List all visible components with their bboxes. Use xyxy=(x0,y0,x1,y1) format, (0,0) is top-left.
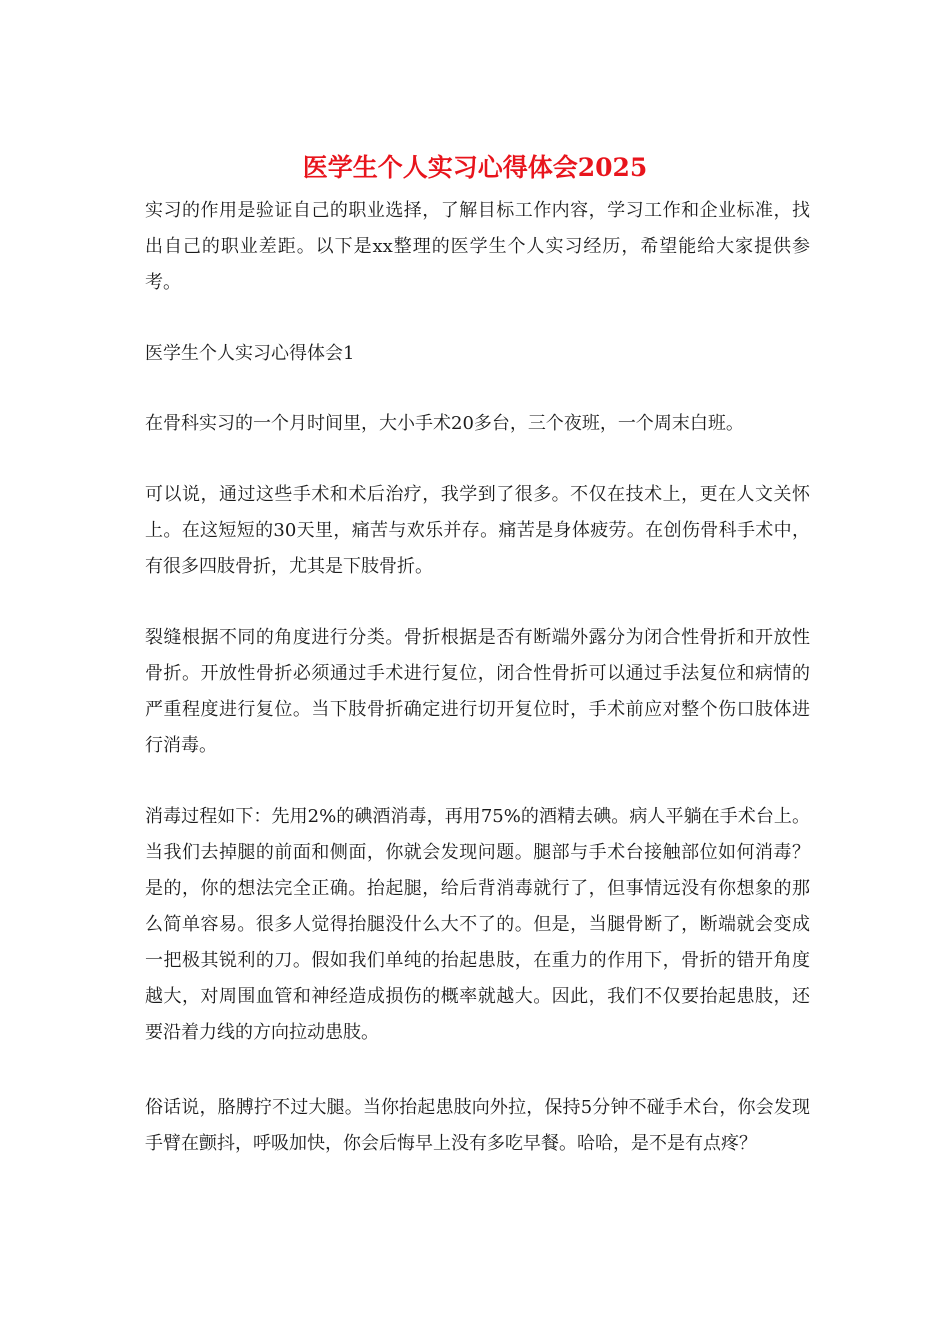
paragraph-4: 消毒过程如下：先用2%的碘酒消毒，再用75%的酒精去碘。病人平躺在手术台上。当我们去掉腿的前面和侧面，你就会发现问题。腿部与手术台接触部位如何消毒？是的，你的想法完全正确。抬起腿，给后背消毒就行了，但事情远没有你想象的那么简单容易。很多人觉得抬腿没什么大不了的。但是，当腿骨断了，断端就会变成一把极其锐利的刀。假如我们单纯的抬起患肢，在重力的作用下，骨折的错开角度越大，对周围血管和神经造成损伤的概率就越大。因此，我们不仅要抬起患肢，还要沿着力线的方向拉动患肢。 xyxy=(145,806,810,1043)
paragraph-3: 裂缝根据不同的角度进行分类。骨折根据是否有断端外露分为闭合性骨折和开放性骨折。开放性骨折必须通过手术进行复位，闭合性骨折可以通过手法复位和病情的严重程度进行复位。当下肢骨折确定进行切开复位时，手术前应对整个伤口肢体进行消毒。 xyxy=(145,627,810,756)
document-title: 医学生个人实习心得体会2025 xyxy=(302,153,648,182)
section-heading: 医学生个人实习心得体会1 xyxy=(145,343,355,364)
paragraph-2: 可以说，通过这些手术和术后治疗，我学到了很多。不仅在技术上，更在人文关怀上。在这短短的30天里，痛苦与欢乐并存。痛苦是身体疲劳。在创伤骨科手术中，有很多四肢骨折，尤其是下肢骨折。 xyxy=(145,484,810,577)
intro-paragraph: 实习的作用是验证自己的职业选择，了解目标工作内容，学习工作和企业标准，找出自己的职业差距。以下是xx整理的医学生个人实习经历，希望能给大家提供参考。 xyxy=(145,200,810,293)
paragraph-1: 在骨科实习的一个月时间里，大小手术20多台，三个夜班，一个周末白班。 xyxy=(145,413,744,434)
paragraph-5: 俗话说，胳膊拧不过大腿。当你抬起患肢向外拉，保持5分钟不碰手术台，你会发现手臂在颤抖，呼吸加快，你会后悔早上没有多吃早餐。哈哈，是不是有点疼？ xyxy=(145,1097,810,1154)
